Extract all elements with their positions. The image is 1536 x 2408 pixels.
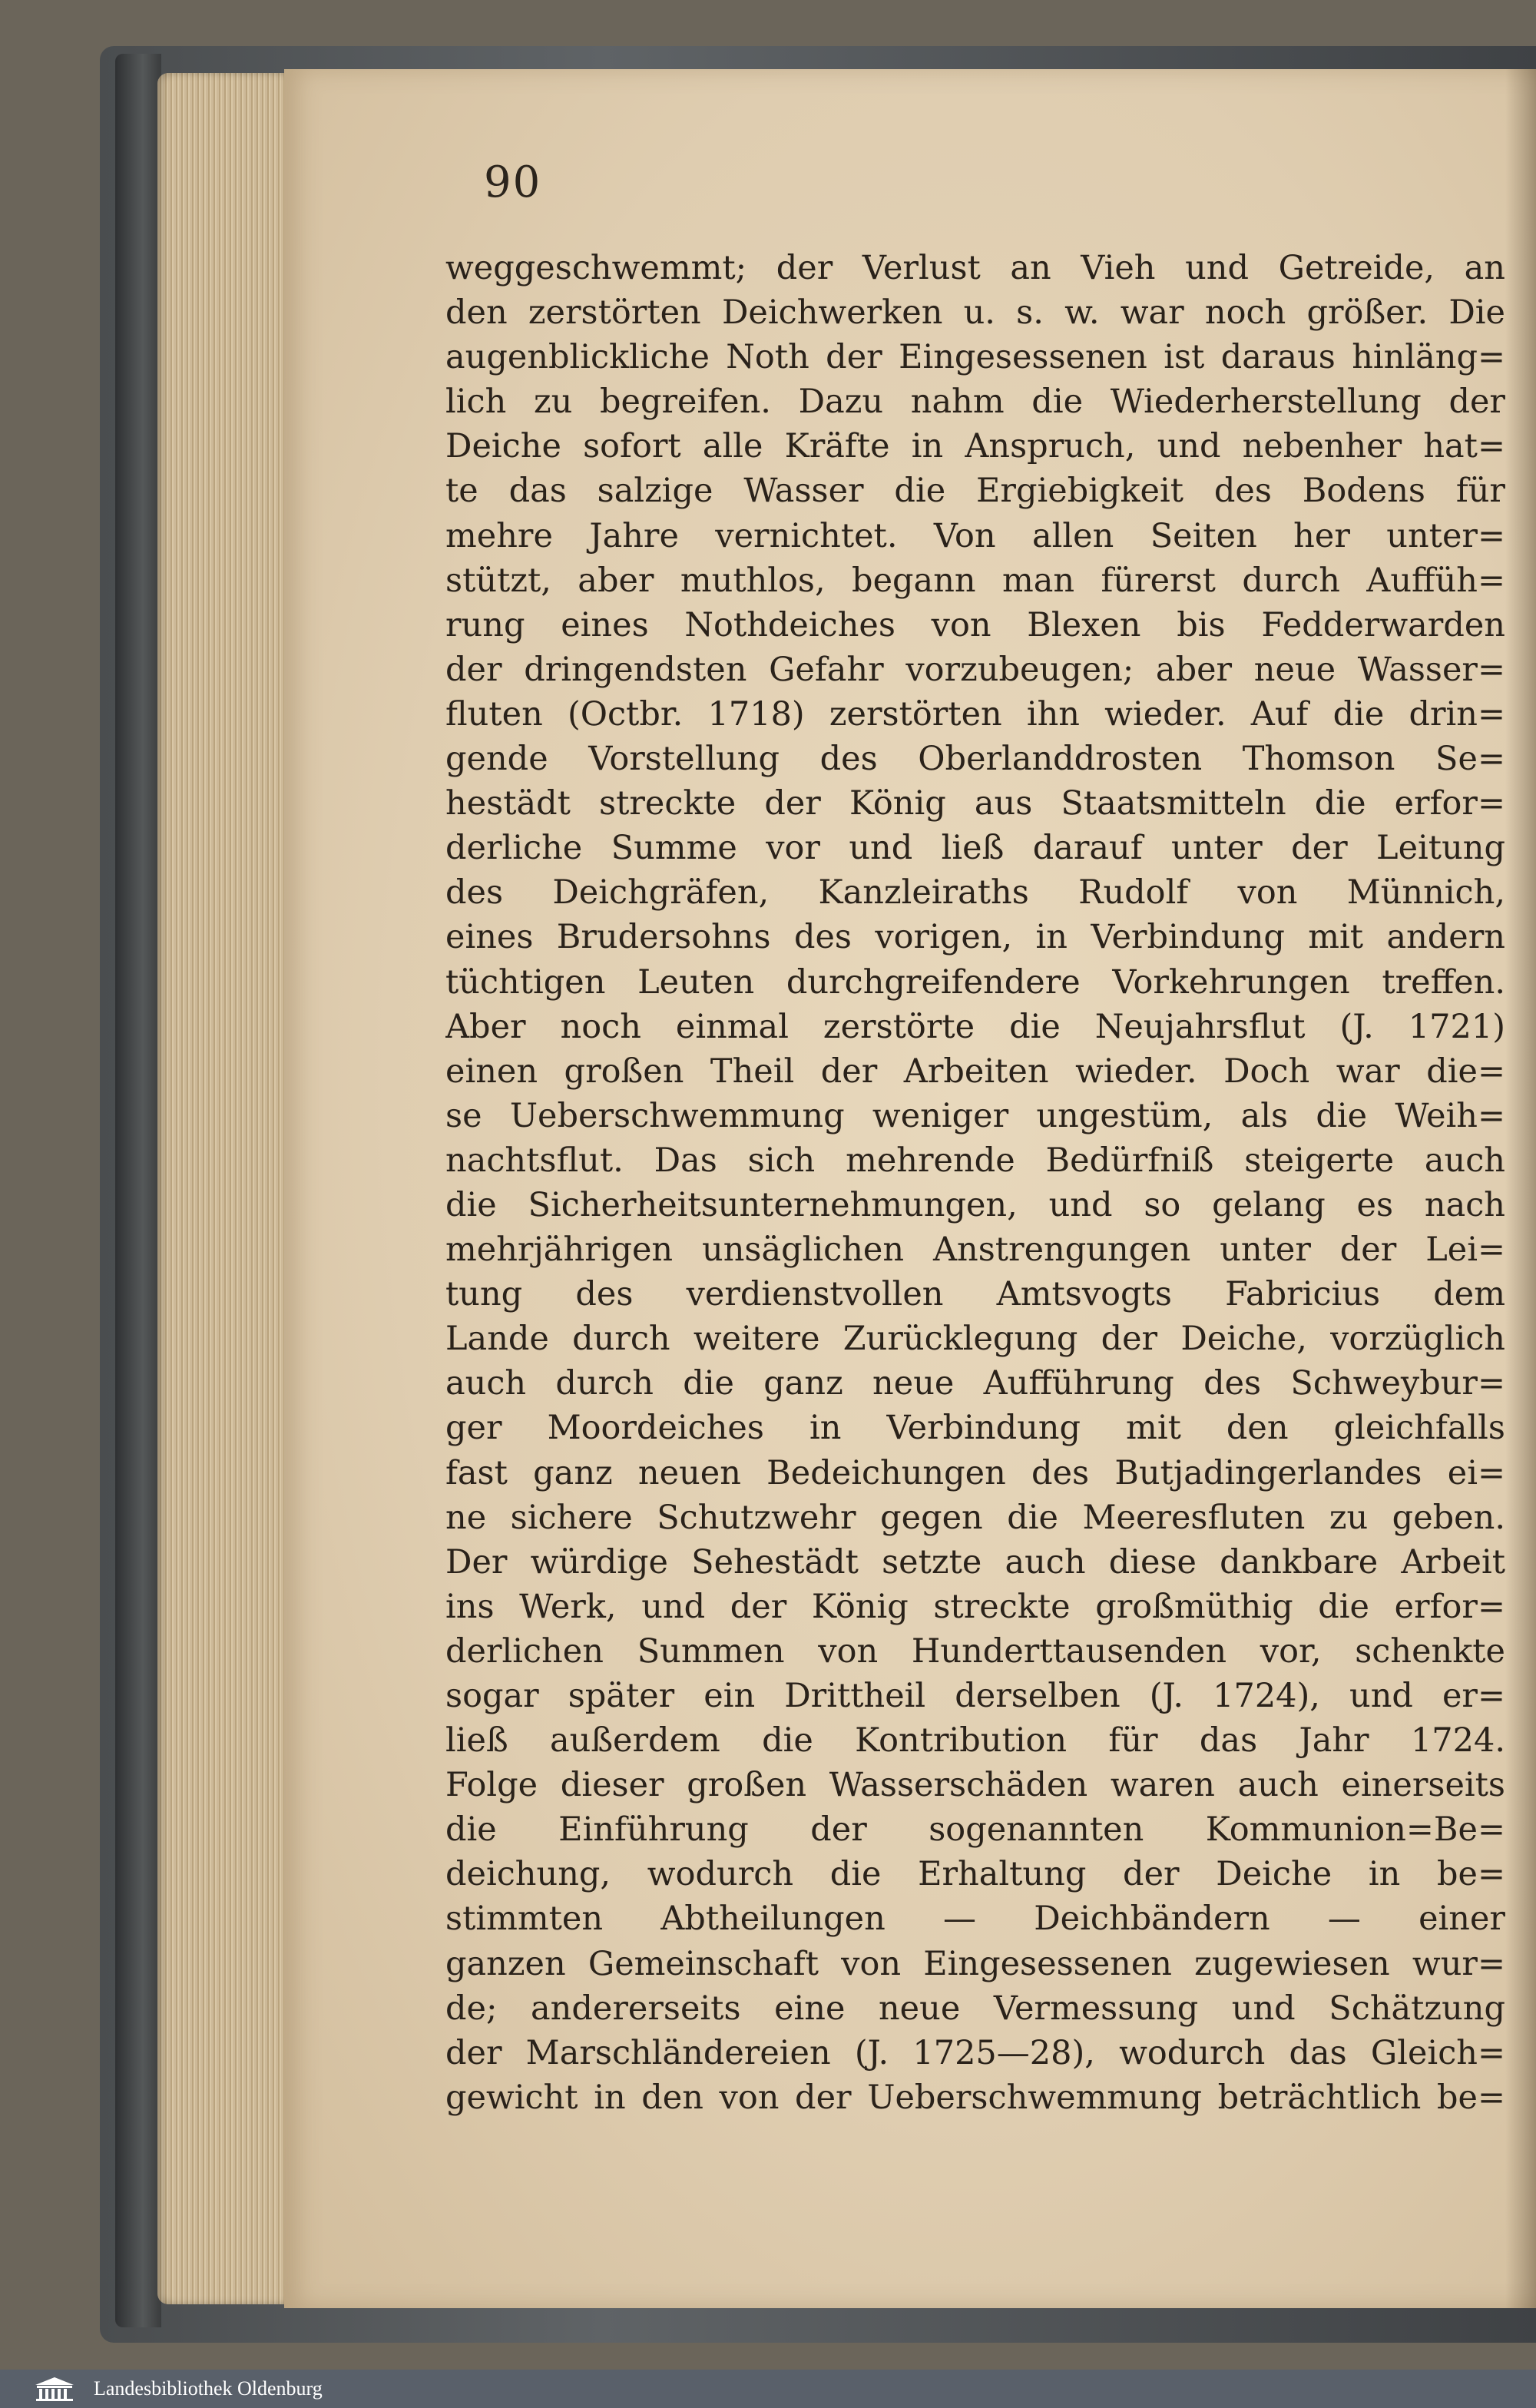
text-line: die Sicherheitsunternehmungen, und so gelang es nach — [445, 1185, 1505, 1224]
text-line: deichung, wodurch die Erhaltung der Deiche in be= — [445, 1855, 1505, 1894]
text-line: derlichen Summen von Hunderttausenden vor, schenkte — [445, 1631, 1505, 1671]
text-line: Lande durch weitere Zurücklegung der Deiche, vorzüglich — [445, 1320, 1505, 1359]
text-line: fluten (Octbr. 1718) zerstörten ihn wieder. Auf die drin= — [445, 694, 1505, 734]
library-name: Landesbibliothek Oldenburg — [94, 2377, 323, 2400]
text-line: stützt, aber muthlos, begann man fürerst durch Auffüh= — [445, 561, 1505, 600]
text-line: rung eines Nothdeiches von Blexen bis Fedderwarden — [445, 605, 1505, 644]
text-line: die Einführung der sogenannten Kommunion=Be= — [445, 1810, 1505, 1850]
page-fold-shadow — [1505, 69, 1536, 2308]
text-line: den zerstörten Deichwerken u. s. w. war noch größer. Die — [445, 293, 1505, 333]
text-line: de; andererseits eine neue Vermessung und Schätzung — [445, 1989, 1505, 2028]
text-line: Aber noch einmal zerstörte die Neujahrsflut (J. 1721) — [445, 1007, 1505, 1046]
text-line: tüchtigen Leuten durchgreifendere Vorkehrungen treffen. — [445, 962, 1505, 1002]
text-line: einen großen Theil der Arbeiten wieder. Doch war die= — [445, 1052, 1505, 1091]
text-line: Der würdige Sehestädt setzte auch diese dankbare Arbeit — [445, 1542, 1505, 1582]
text-line: derliche Summe vor und ließ darauf unter der Leitung — [445, 829, 1505, 868]
text-line: nachtsflut. Das sich mehrende Bedürfniß steigerte auch — [445, 1141, 1505, 1180]
text-line: Deiche sofort alle Kräfte in Anspruch, und nebenher hat= — [445, 427, 1505, 466]
text-line: auch durch die ganz neue Aufführung des Schweybur= — [445, 1364, 1505, 1403]
text-line: mehrjährigen unsäglichen Anstrengungen unter der Lei= — [445, 1230, 1505, 1270]
text-line: der Marschländereien (J. 1725—28), wodurch das Gleich= — [445, 2033, 1505, 2072]
text-line: ließ außerdem die Kontribution für das Jahr 1724. — [445, 1721, 1505, 1760]
page-text — [445, 246, 1505, 2120]
text-line: tung des verdienstvollen Amtsvogts Fabricius dem — [445, 1275, 1505, 1314]
text-line: fast ganz neuen Bedeichungen des Butjadingerlandes ei= — [445, 1453, 1505, 1492]
text-line: lich zu begreifen. Dazu nahm die Wiederherstellung der — [445, 383, 1505, 422]
text-line: gende Vorstellung des Oberlanddrosten Thomson Se= — [445, 740, 1505, 779]
text-line: te das salzige Wasser die Ergiebigkeit des Bodens für — [445, 472, 1505, 511]
page-number: 90 — [484, 157, 542, 207]
text-line: der dringendsten Gefahr vorzubeugen; aber neue Wasser= — [445, 650, 1505, 689]
book-cover-edge — [115, 54, 161, 2327]
text-line: mehre Jahre vernichtet. Von allen Seiten her unter= — [445, 516, 1505, 555]
page-leaves-edge — [157, 73, 303, 2304]
text-line: augenblickliche Noth der Eingesessenen ist daraus hinläng= — [445, 338, 1505, 377]
text-line: ger Moordeiches in Verbindung mit den gleichfalls — [445, 1409, 1505, 1448]
footer-bar — [0, 2370, 1536, 2408]
text-line: weggeschwemmt; der Verlust an Vieh und Getreide, an — [445, 249, 1505, 287]
text-line: eines Brudersohns des vorigen, in Verbindung mit andern — [445, 918, 1505, 957]
text-line: sogar später ein Drittheil derselben (J. 1724), und er= — [445, 1677, 1505, 1715]
text-line: hestädt streckte der König aus Staatsmitteln die erfor= — [445, 784, 1505, 823]
text-line: ins Werk, und der König streckte großmüthig die erfor= — [445, 1587, 1505, 1626]
text-line: se Ueberschwemmung weniger ungestüm, als die Weih= — [445, 1096, 1505, 1135]
text-line: stimmten Abtheilungen — Deichbändern — einer — [445, 1900, 1505, 1939]
text-line: gewicht in den von der Ueberschwemmung beträchtlich be= — [445, 2078, 1505, 2117]
text-line: Folge dieser großen Wasserschäden waren auch einerseits — [445, 1766, 1505, 1805]
text-line: ne sichere Schutzwehr gegen die Meeresfluten zu geben. — [445, 1498, 1505, 1537]
text-line: des Deichgräfen, Kanzleiraths Rudolf von Münnich, — [445, 873, 1505, 913]
library-building-icon — [32, 2376, 77, 2402]
text-line: ganzen Gemeinschaft von Eingesessenen zugewiesen wur= — [445, 1944, 1505, 1983]
